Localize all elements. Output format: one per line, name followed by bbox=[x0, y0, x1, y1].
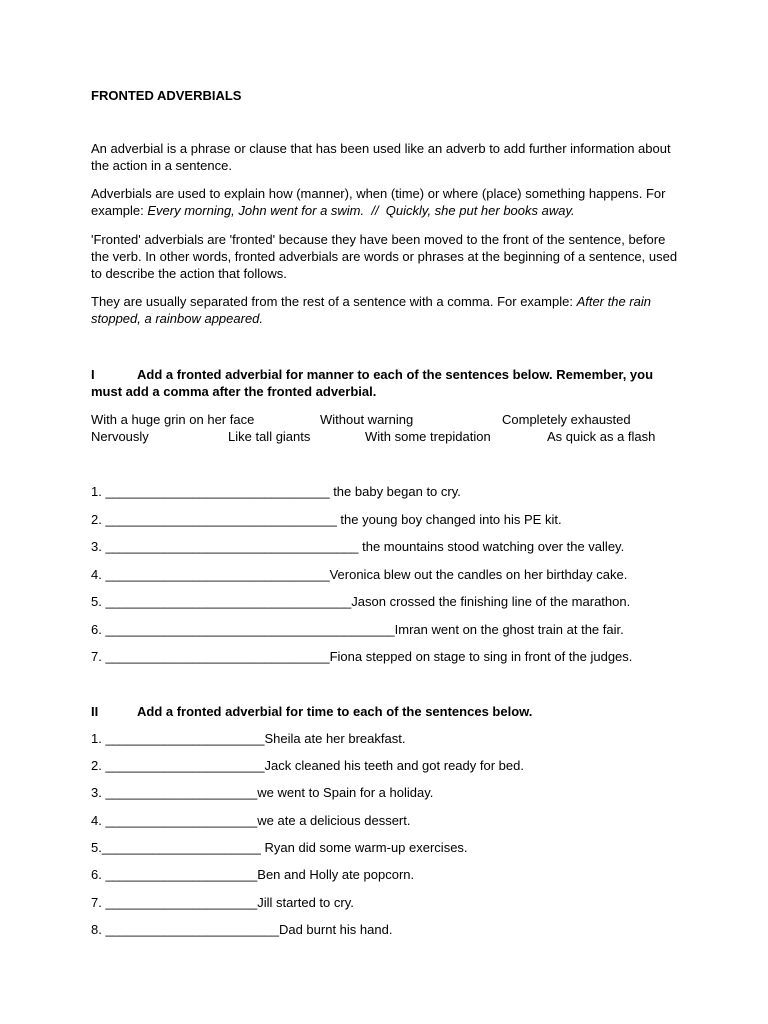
exercise-item: 7. _______________________________Fiona stepped on stage to sing in front of the judges. bbox=[91, 649, 633, 664]
intro-paragraph-4 bbox=[91, 293, 681, 327]
word-bank-item: Like tall giants bbox=[228, 429, 311, 444]
exercise-item: 2. ________________________________ the young boy changed into his PE kit. bbox=[91, 512, 562, 527]
section-1-instruction: Add a fronted adverbial for manner to each of the sentences below. Remember, you must add a comma after the fronted adverbial. bbox=[91, 367, 654, 399]
exercise-item: 1. _______________________________ the baby began to cry. bbox=[91, 484, 461, 499]
exercise-item: 6. _____________________Ben and Holly ate popcorn. bbox=[91, 867, 415, 882]
exercise-item: 2. ______________________Jack cleaned his teeth and got ready for bed. bbox=[91, 758, 524, 773]
example-3: After the rain stopped, a rainbow appeared. bbox=[91, 294, 651, 326]
intro-p4-text: They are usually separated from the rest of a sentence with a comma. For example: bbox=[91, 294, 577, 309]
example-1: Every morning, John went for a swim. bbox=[147, 203, 365, 218]
exercise-item: 4. _______________________________Veronica blew out the candles on her birthday cake. bbox=[91, 567, 628, 582]
section-2-number: II bbox=[91, 704, 99, 719]
exercise-item: 3. ___________________________________ the mountains stood watching over the valley. bbox=[91, 539, 625, 554]
word-bank-item: Completely exhausted bbox=[502, 412, 631, 427]
word-bank-item: With a huge grin on her face bbox=[91, 412, 255, 427]
intro-paragraph-2 bbox=[91, 185, 681, 219]
exercise-item: 1. ______________________Sheila ate her breakfast. bbox=[91, 731, 406, 746]
section-2-instruction: Add a fronted adverbial for time to each of the sentences below. bbox=[137, 704, 533, 719]
word-bank-item: Nervously bbox=[91, 429, 149, 444]
intro-p2-text: Adverbials are used to explain how (manner), when (time) or where (place) something happens. For example: bbox=[91, 186, 666, 218]
exercise-item: 8. ________________________Dad burnt his hand. bbox=[91, 922, 393, 937]
exercise-item: 4. _____________________we ate a delicious dessert. bbox=[91, 813, 411, 828]
exercise-item: 7. _____________________Jill started to cry. bbox=[91, 895, 354, 910]
intro-paragraph-3: 'Fronted' adverbials are 'fronted' because they have been moved to the front of the sentence, before the verb. In other words, fronted adverbials are words or phrases at the beginning of a sentence, used to describe the action that follows. bbox=[91, 232, 678, 281]
page-title: FRONTED ADVERBIALS bbox=[91, 88, 242, 103]
word-bank-item: As quick as a flash bbox=[547, 429, 656, 444]
intro-paragraph-1: An adverbial is a phrase or clause that has been used like an adverb to add further information about the action in a sentence. bbox=[91, 141, 671, 173]
word-bank-item: With some trepidation bbox=[365, 429, 491, 444]
exercise-item: 5. __________________________________Jason crossed the finishing line of the marathon. bbox=[91, 594, 631, 609]
word-bank-item: Without warning bbox=[320, 412, 414, 427]
example-separator: // bbox=[364, 203, 386, 218]
exercise-item: 5.______________________ Ryan did some warm-up exercises. bbox=[91, 840, 468, 855]
section-1-number: I bbox=[91, 367, 95, 382]
example-2: Quickly, she put her books away. bbox=[385, 203, 575, 218]
exercise-item: 6. ________________________________________Imran went on the ghost train at the fair. bbox=[91, 622, 624, 637]
exercise-item: 3. _____________________we went to Spain for a holiday. bbox=[91, 785, 434, 800]
